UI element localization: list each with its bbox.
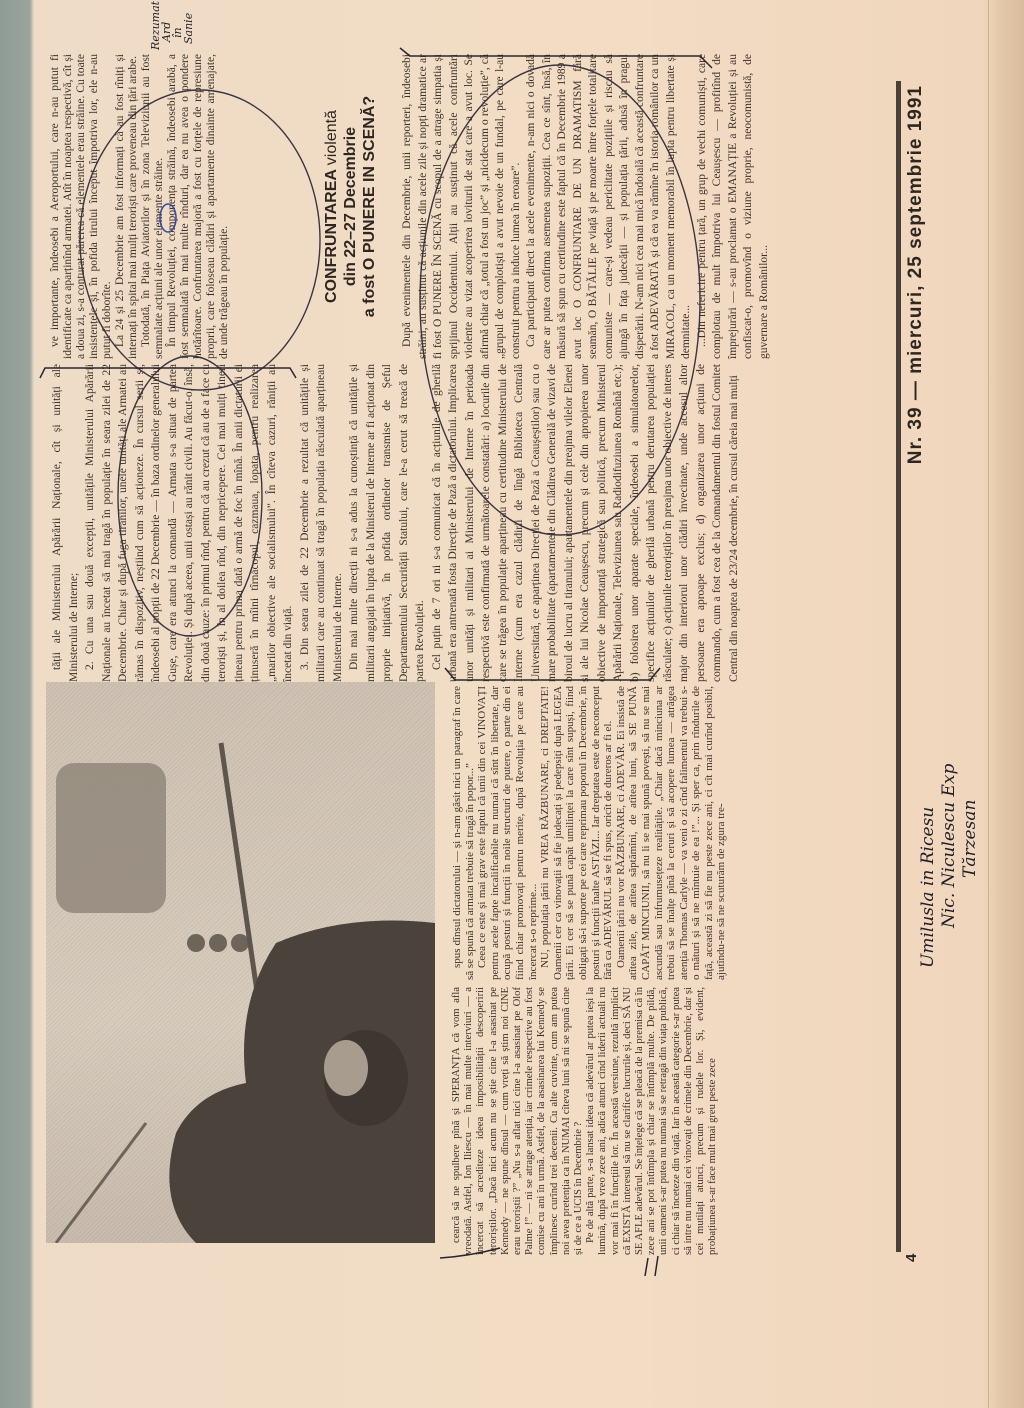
paragraph: Ceea ce este și mai grav este faptul că unii din cei VINOVAȚI pentru acele fapte incalificabile nu numai că sînt în libertate, dar ocupă posturi și funcții în noile structuri de putere, o parte din ei fiind chiar promovați pentru merite, după Revoluția pe care au încercat s-o reprime... (476, 686, 539, 980)
paragraph: Totodată, în Piața Aviatorilor și în zona Televiziunii au fost semnalate acțiuni ale unor elemente străine. (140, 54, 165, 359)
paragraph: cearcă să ne spulbere pînă și SPERANȚA că vom afla vreodată. Astfel, Ion Iliescu — în mai multe interviuri — a încercat să acrediteze ideea imposibilității descoperirii teroriștilor. „Dacă nici acum nu se știe cine l-a asasinat pe Kennedy — ne spune dînsul — cum vreți să știm noi CINE erau teroriștii ?” „Nu s-a aflat nici cine l-a asasinat pe Olof Palme !” — ni se atrage atenția, iar crimele respective au fost comise cu ani în urmă. Astfel, de la asasinarea lui Kennedy se împlinesc curînd trei decenii. Cu alte cuvinte, cum am putea noi avea pretenția ca în NUMAI cîteva luni să ni se spună cine și de ce a UCIS în Decembrie ? (451, 987, 585, 1255)
headline-line: violentă (323, 110, 340, 166)
pen-circle-mark (420, 65, 700, 535)
paragraph: La 24 și 25 Decembrie am fost informați că au fost rîniți și internați în spital mai mulți teroriști care proveneau din țări arabe. (114, 54, 139, 359)
page-number: 4 (903, 1253, 920, 1262)
paragraph: spus dînsul dictatorului — și n-am găsit nici un paragraf în care să se spună că armata trebuie să tragă în popor...” (451, 686, 476, 980)
pen-bracket-mark (40, 368, 296, 378)
paragraph: În timpul Revoluției, componența străină, îndeosebi arabă, a fost semnalată în mai multe rînduri, dar ea nu avea o pondere hotărîtoare. Confruntarea majoră a fost cu forțele de represiune proprii, care foloseau clădiri și apartamente dinainte amenajate, de unde trăgeau în populație. (166, 54, 230, 359)
pen-circle-mark (80, 90, 320, 390)
handwriting-line: Nic. Niculescu Exp (939, 763, 959, 928)
paragraph: Pe de altă parte, s-a lansat ideea că adevărul ar putea ieși la lumină, după vreo zece ani, adică atunci cînd liderii actuali nu vor mai fi în funcțiile lor. În această versiune, rezultă implicit că EXISTĂ interesul să nu se clarifice lucrurile și, deci SĂ NU SE AFLE adevărul. Se înțelege că se pleacă de la premisa că în zece ani se pot întîmpla și chiar se întîmplă multe. De pildă, unii oameni s-ar putea nu numai să se retragă din viața publică, ci chiar să înceteze din viață. Iar în această categorie s-ar putea să intre nu numai cei vinovați de crimele din Decembrie, dar și cei mutilați atunci, precum și rudele lor. Și, evident, probațiunea s-ar face mult mai greu peste zece (585, 987, 719, 1255)
pen-underline-mark (645, 1256, 658, 1276)
paragraph: 3. Din seara zilei de 22 Decembrie a rezultat că unitățile și militarii care au continuat să tragă în populația răsculată aparțineau Ministerului de Interne. (298, 364, 344, 682)
headline-line: din 22–27 Decembrie (342, 126, 359, 287)
paragraph: Ca participant direct la acele evenimente, n-am nici o dovadă care ar putea confirma asemenea supoziții. Cea ce sînt, însă, în măsură să spun cu certitudine este faptul că în Decembrie 1989 a avut loc O CONFRUNTARE DE UN DRAMATISM fără seamăn, O BĂTĂLIE pe viață și pe moarte între forțele totalitare comuniste — care-și vedeau periclitate pozițiile și riscau să ajungă în fața judecății — și populația țării, adusă în pragul disperării. N-am nici cea mai mică îndoială că această confruntare a fost ADEVĂRATĂ și că ea va rămîne în istoria românilor ca un MIRACOL, ca un moment memorabil în lupta pentru libertate și demnitate... (525, 54, 692, 359)
paragraph: După evenimentele din Decembrie, unii reporteri, îndeosebi străini, au susținut că acțiunile din acele zile și nopți dramatice ar fi fost O PUNERE ÎN SCENĂ cu scopul de a atrage simpatia și sprijinul Occidentului. Alții au susținut că acele confruntări violente au vizat acoperirea loviturii de stat care a avut loc. Se afirmă chiar că „totul a fost un joc” și „nicidecum o revoluție”, că „grupul de complotiști a avut nevoie de un fundal, pe care l-au construit pentru a induce lumea în eroare”. (401, 54, 522, 359)
paragraph: ...Din nefericire pentru țară, un grup de vechi comuniști, care complotau de mult împotriva lui Ceaușescu — profitînd de împrejurări — s-au proclamat o EMANAȚIE a Revoluției și au confiscat-o, promovînd o viziune proprie, neocomunistă, de guvernare a Românilor... (695, 54, 770, 359)
issue-date-line: Nr. 39 — miercuri, 25 septembrie 1991 (905, 85, 926, 465)
paragraph: Oamenii țării nu vor RĂZBUNARE, ci ADEVĂR. Ei insistă de atîtea zile, de atîtea săptămîni, de atîtea luni, să SE PUNĂ CAPĂT MINCIUNII, să nu li se mai spună povești, să nu se mai ascundă sau înfrumusețeze realitățile. „Chiar dacă minciuna ar trebui să se înalțe pînă la ceruri și să acopere lumea — atrăgea atenția Thomas Carlyle — va veni o zi cînd falimentul va trebui s-o mături și să ne mîntuie de ea !”... Și sper ca, prin rîndurile de față, această zi să fie nu peste zece ani, ci cît mai curînd posibil, ajutîndu-ne să ne scuturăm de zgura tre- (614, 686, 728, 980)
headline-line: CONFRUNTAREA (323, 169, 340, 303)
paragraph: Cel puțin de 7 ori ni s-a comunicat că în acțiunile de gherilă urbană era antrenată fosta Direcție de Pază a dictatorului. Implicarea unor unități și militari ai Ministerului de Interne în perioada respectivă este confirmată de următoarele constatări: a) locurile din care se trăgea în populație aparțineau cu certitudine Ministerului de Interne (cum era cazul clădirii de lîngă Biblioteca Centrală Universitară, ce aparținea Direcției de Pază a Ceaușeștilor) sau cu o mare probabilitate (apartamentele din Clădirea Generală de vizavi de biroul de lucru al tiranului; apartamentele din preajma vilelor Elenei și ale lui Nicolae Ceaușescu, precum și cele din apropierea unor obiective de importanță strategică sau politică, precum Ministerul Apărării Naționale, Televiziunea sau Radiodifuziunea Română etc.); b) folosirea unor aparate speciale, îndeosebi a simulatoarelor, specifice acțiunilor de gherilă urbană pentru derutarea populației răsculate; c) acțiunile teroriștilor în preajma unor obiective de interes major din interiorul unor clădiri învecinate, unde accesul altor persoane era aproape exclus; d) organizarea unor acțiuni de commando, cum a fost cea de la Comandamentul din fostul Comitet Central din noaptea de 23/24 decembrie, în cursul căreia mai mulți (430, 364, 740, 682)
paragraph: ve importante, îndeosebi a Aeroportului, care n-au putut fi identificate ca aparținînd armatei. Atît în noaptea respectivă, cît și a doua zi, s-a conturat părerea că elementele erau străine. Cu toate insistențele și, în pofida tirului început împotriva lor, ele n-au putut fi doborîte. (49, 54, 113, 359)
handwriting-line: Umilusla in Ricesu (918, 806, 938, 968)
paragraph: tății ale Ministerului Apărării Naționale, cît și unități ale Ministerului de Interne; (51, 364, 80, 682)
pen-circle-mark (118, 356, 262, 636)
pen-circle-mark (160, 204, 176, 232)
headline-line: a fost O PUNERE IN SCENĂ? (361, 95, 378, 318)
handwriting-line: Ard (160, 21, 173, 42)
handwriting-line: Tărzesan (960, 799, 980, 878)
handwriting-line: în (171, 27, 184, 38)
paragraph: 2. Cu una sau două excepții, unitățile Ministerului Apărării Naționale au încetat să mai tragă în populație în seara zilei de 22 Decembrie. Chiar și după fuga tiranilor, unele unități ale Armatei au rămas în dispozitiv, neștiind cum să acționeze. În cursul serii și, îndeosebi al nopții de 22 Decembrie — în baza ordinelor generalului Gușe, care era atunci la comandă — Armata s-a situat de partea Revoluției. Și după aceea, unii ostași au rănit civili. Au făcut-o, însă, din două cauze: în primul rînd, pentru că au crezut că au de a face cu teroriști și, în al doilea rînd, din nepricepere. Cei mai mulți tineri țineau pentru prima dată o armă de foc în mînă. În anii dictaturii ei ținuseră în mîini tîrnăcopul, cazmaua, lopata, pentru realizarea „marilor obiective ale socialismului”. În cîteva cazuri, răniții au încetat din viață. (84, 364, 294, 682)
handwriting-line: Rezumat (149, 0, 162, 50)
paragraph: NU, populația țării nu VREA RĂZBUNARE, ci DREPTATE! Oamenii cer ca vinovații să fie judecați și pedepsiți după LEGEA țării. Ei cer să se pună capăt umilinței la care sînt supuși, fiind obligați să-i suporte pe cei care reprimau poporul în Decembrie, în posturi și funcții înalte ASTĂZI... Iar dreptatea este de neconceput fără ca ADEVĂRUL să se fi spus, oricît de dureros ar fi el. (539, 686, 615, 980)
pen-underline-mark (440, 1248, 500, 1258)
handwriting-line: Sanie (182, 12, 195, 44)
pen-bracket-mark (445, 668, 660, 680)
paragraph: Din mai multe direcții ni s-a adus la cunoștință că unitățile și militarii angajați în lupta de la Ministerul de Interne ar fi acționat din proprie inițiativă, în pofida ordinelor transmise de Șeful Departamentului Securității Statului, care le-a cerut să treacă de partea Revoluției. (348, 364, 426, 682)
